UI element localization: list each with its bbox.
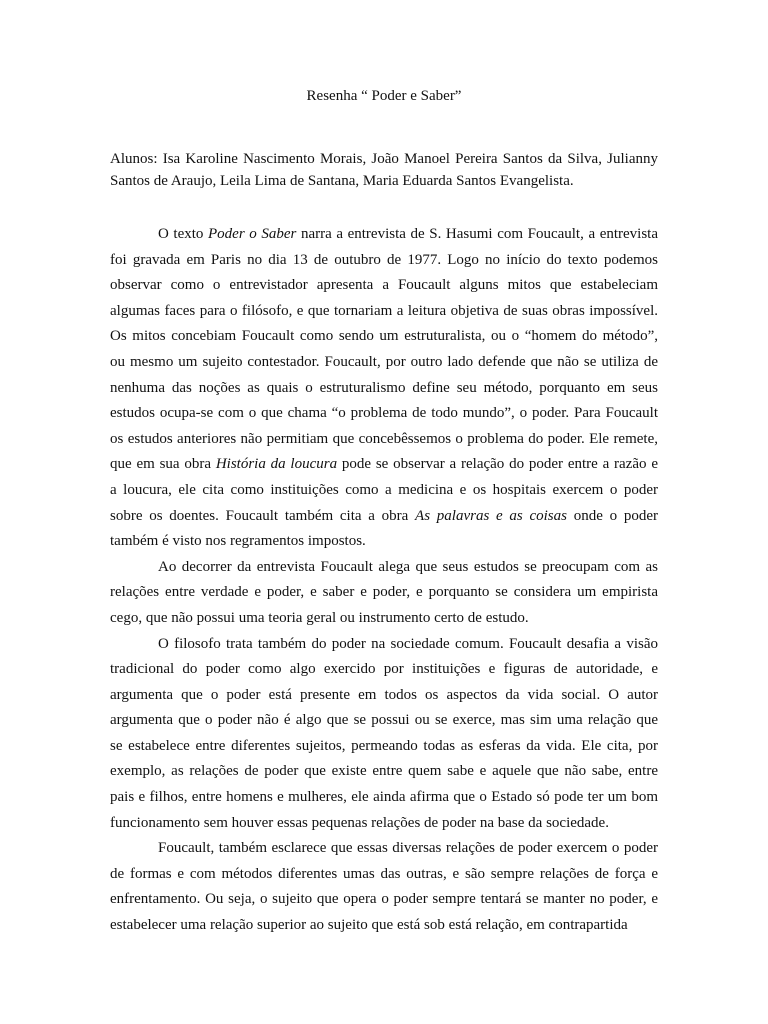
text-line: se estabelece entre diferentes sujeitos, permeando todas as esferas da vida. Ele cita, por — [110, 737, 658, 754]
text-segment: onde o poder — [566, 507, 658, 524]
paragraph — [110, 632, 658, 837]
text-segment: que em sua obra — [110, 456, 216, 473]
text-line: a loucura, ele cita como instituições como a medicina e os hospitais exercem o poder — [110, 481, 658, 498]
text-segment: sobre os doentes. Foucault também cita a obra — [110, 507, 416, 524]
text-line: argumenta que o poder está presente em todos os aspectos da vida social. O autor — [110, 686, 658, 703]
paragraph — [110, 222, 658, 555]
text-line: ou mesmo um sujeito contestador. Foucault, por outro lado defende que não se utiliza de — [110, 353, 658, 370]
text-line: Os mitos concebiam Foucault como sendo um estruturalista, ou o “homem do método”, — [110, 328, 658, 345]
italic-title: As palavras e as coisas — [415, 507, 567, 524]
text-line: também é visto nos regramentos impostos. — [110, 533, 366, 550]
text-line: exemplo, as relações de poder que existe entre quem sabe e aquele que não sabe, entre — [110, 763, 658, 780]
italic-title: História da loucura — [215, 456, 338, 473]
italic-title: Poder o Saber — [208, 226, 297, 242]
text-line: observar como o entrevistador apresenta a Foucault alguns mitos que estabeleciam — [110, 277, 658, 294]
text-line: estabelecer uma relação superior ao sujeito que está sob está relação, em contrapartida — [110, 917, 628, 934]
text-line: algumas faces para o filósofo, e que tornariam a leitura objetiva de suas obras impossível. — [110, 302, 658, 319]
authors-line: Santos de Araujo, Leila Lima de Santana, Maria Eduarda Santos Evangelista. — [110, 173, 574, 189]
text-line: cego, que não possui uma teoria geral ou instrumento certo de estudo. — [110, 609, 529, 626]
text-line — [110, 504, 658, 530]
text-line: nenhuma das noções as quais o estruturalismo define seu método, porquanto em seus — [110, 379, 658, 396]
authors-line: Alunos: Isa Karoline Nascimento Morais, João Manoel Pereira Santos da Silva, Julianny — [110, 151, 658, 167]
text-line: Foucault, também esclarece que essas diversas relações de poder exercem o poder — [158, 840, 658, 857]
text-segment: narra a entrevista de S. Hasumi com Foucault, a entrevista — [296, 226, 659, 242]
text-line: de formas e com métodos diferentes umas das outras, e são sempre relações de força e — [110, 865, 658, 882]
text-line: pais e filhos, entre homens e mulheres, ele ainda afirma que o Estado só pode ter um bom — [110, 789, 658, 806]
text-line: tradicional do poder como algo exercido por instituições e figuras de autoridade, e — [110, 661, 658, 678]
text-line: O filosofo trata também do poder na sociedade comum. Foucault desafia a visão — [158, 635, 658, 652]
paragraph — [110, 555, 658, 632]
text-line: argumenta que o poder não é algo que se possui ou se exerce, mas sim uma relação que — [110, 712, 658, 729]
document-title: Resenha “ Poder e Saber” — [306, 88, 462, 104]
text-line: os estudos anteriores não permitiam que concebêssemos o problema do poder. Ele remete, — [110, 430, 658, 447]
authors-block — [110, 148, 658, 192]
text-line: estudos ocupa-se com o que chama “o problema de todo mundo”, o poder. Para Foucault — [110, 405, 658, 422]
document-body — [110, 222, 658, 939]
text-line: foi gravada em Paris no dia 13 de outubro de 1977. Logo no início do texto podemos — [110, 251, 658, 268]
text-line: enfrentamento. Ou seja, o sujeito que opera o poder sempre tentará se manter no poder, e — [110, 891, 658, 908]
text-line — [110, 452, 658, 478]
text-segment: O texto — [158, 226, 209, 242]
text-line: relações entre verdade e poder, e saber e poder, e porquanto se considera um empirista — [110, 584, 658, 601]
text-line — [110, 222, 658, 248]
paragraph — [110, 836, 658, 938]
text-line: Ao decorrer da entrevista Foucault alega que seus estudos se preocupam com as — [158, 558, 658, 575]
text-line: funcionamento sem houver essas pequenas relações de poder na base da sociedade. — [110, 814, 609, 831]
text-segment: pode se observar a relação do poder entre a razão e — [337, 456, 658, 473]
